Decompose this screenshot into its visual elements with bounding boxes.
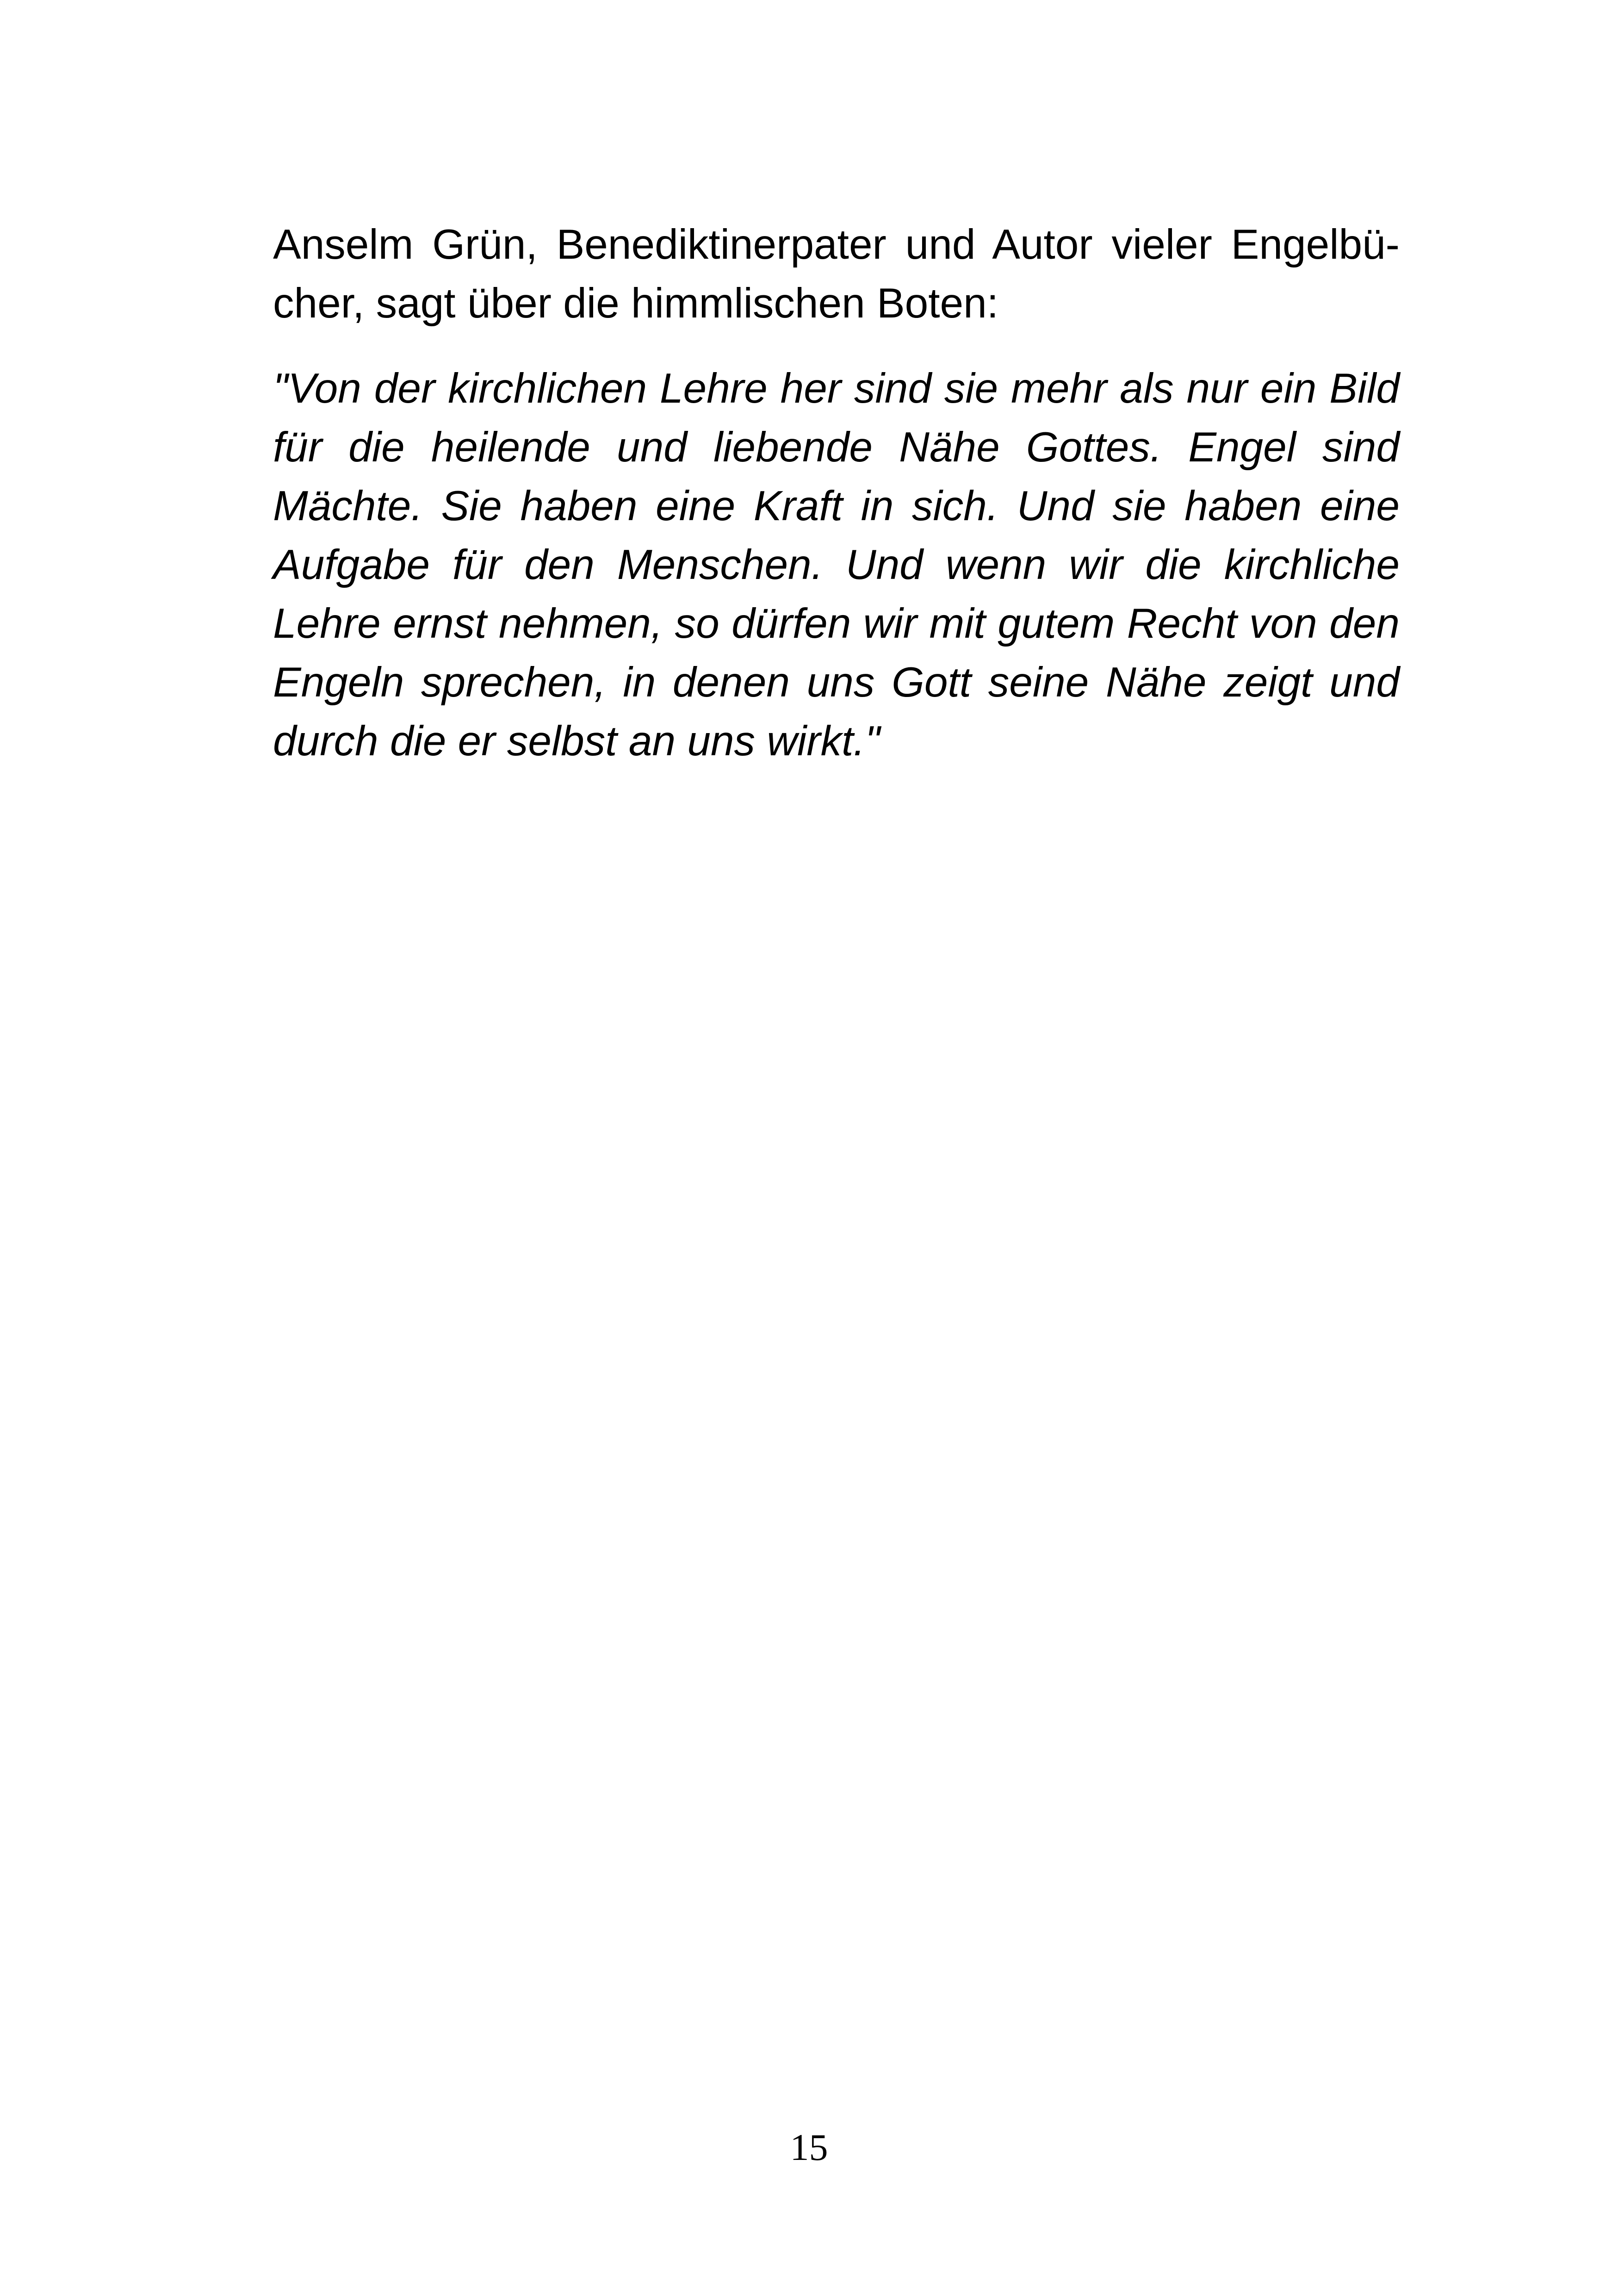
- page-number: 15: [790, 2126, 828, 2168]
- intro-line: cher, sagt über die himmlischen Boten:: [273, 280, 999, 327]
- quote-line: für die heilende und liebende Nähe Gottes. Engel sind: [273, 424, 1400, 471]
- quote-line: Mächte. Sie haben eine Kraft in sich. Und sie haben eine: [273, 483, 1400, 529]
- quote-paragraph: [273, 359, 1400, 771]
- quote-line: Lehre ernst nehmen, so dürfen wir mit gutem Recht von den: [273, 600, 1400, 647]
- quote-line: Aufgabe für den Menschen. Und wenn wir die kirchliche: [273, 541, 1400, 588]
- quote-line: durch die er selbst an uns wirkt.": [273, 718, 880, 765]
- intro-paragraph: [273, 215, 1400, 333]
- quote-line: "Von der kirchlichen Lehre her sind sie mehr als nur ein Bild: [273, 365, 1400, 412]
- intro-line: Anselm Grün, Benediktinerpater und Autor vieler Engelbü-: [273, 221, 1400, 268]
- body-text: [273, 215, 1400, 771]
- quote-line: Engeln sprechen, in denen uns Gott seine Nähe zeigt und: [273, 659, 1400, 706]
